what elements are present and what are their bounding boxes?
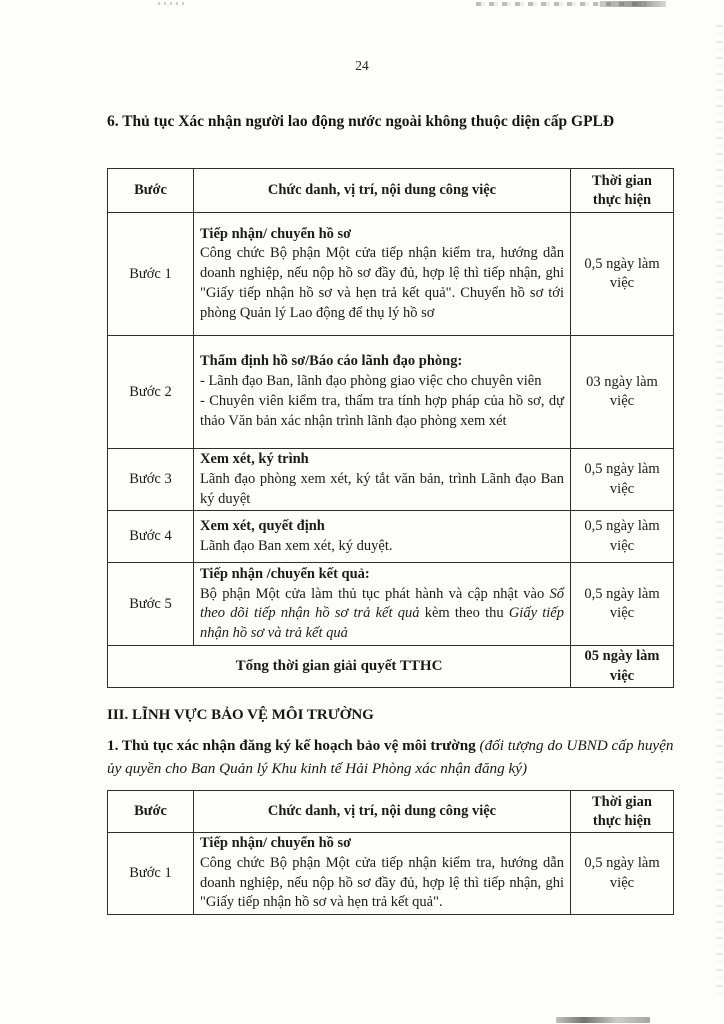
step-content (194, 833, 571, 915)
env-steps-table (107, 790, 674, 915)
table-row-step-4 (108, 511, 674, 563)
table-header-row (108, 169, 674, 213)
header-time: Thời gian thực hiện (571, 169, 674, 213)
step-label: Bước 4 (108, 511, 194, 563)
header-step: Bước (108, 791, 194, 833)
step-content (194, 511, 571, 563)
header-time: Thời gian thực hiện (571, 791, 674, 833)
step-time: 0,5 ngày làm việc (571, 511, 674, 563)
step-content-body: Công chức Bộ phận Một cửa tiếp nhận kiểm tra, hướng dẫn doanh nghiệp, nếu nộp hồ sơ đầy đủ, hợp lệ thì tiếp nhận, ghi "Giấy tiếp nhận hồ sơ và hẹn trả kết quả". Chuyển hồ sơ tới phòng Quản lý Lao động để thụ lý hồ sơ (200, 245, 564, 321)
step-content (194, 563, 571, 646)
header-content: Chức danh, vị trí, nội dung công việc (194, 791, 571, 833)
step-time: 03 ngày làm việc (571, 336, 674, 449)
step-time: 0,5 ngày làm việc (571, 449, 674, 511)
step-label: Bước 1 (108, 213, 194, 336)
step-content-title: Thẩm định hồ sơ/Báo cáo lãnh đạo phòng: (200, 353, 463, 370)
step-content (194, 336, 571, 449)
scan-artifact-top-dark (600, 1, 666, 7)
step-content-title: Tiếp nhận /chuyển kết quả: (200, 565, 370, 582)
page-number: 24 (355, 58, 369, 73)
labor-steps-table (107, 168, 674, 688)
table-header-row (108, 791, 674, 833)
table-row-step-1 (108, 833, 674, 915)
step-content-title: Tiếp nhận/ chuyển hồ sơ (200, 225, 352, 242)
scan-artifact-bottom-smudge (556, 1017, 650, 1023)
step-content (194, 449, 571, 511)
header-step: Bước (108, 169, 194, 213)
step-content-body: Lãnh đạo Ban xem xét, ký duyệt. (200, 537, 393, 554)
total-label: Tổng thời gian giải quyết TTHC (108, 646, 571, 688)
step-content-line1: - Lãnh đạo Ban, lãnh đạo phòng giao việc cho chuyên viên (200, 373, 542, 390)
table-row-step-1 (108, 213, 674, 336)
step-label: Bước 3 (108, 449, 194, 511)
table-row-step-2 (108, 336, 674, 449)
step-content-body: Công chức Bộ phận Một cửa tiếp nhận kiểm tra, hướng dẫn doanh nghiệp, nếu nộp hồ sơ đầy đủ, hợp lệ thì tiếp nhận, ghi "Giấy tiếp nhận hồ sơ và hẹn trả kết quả". (200, 854, 564, 911)
procedure-1-env-title-note: (đối tượng do UBND cấp huyện ủy quyền cho Ban Quản lý Khu kinh tế Hải Phòng xác nhận đăng ký) (107, 737, 674, 777)
step-label: Bước 2 (108, 336, 194, 449)
table-row-total (108, 646, 674, 688)
step-content-body (200, 585, 564, 644)
step-time: 0,5 ngày làm việc (571, 213, 674, 336)
procedure-6-title: 6. Thủ tục Xác nhận người lao động nước ngoài không thuộc diện cấp GPLĐ (107, 113, 615, 130)
step-time: 0,5 ngày làm việc (571, 563, 674, 646)
step-content-title: Xem xét, quyết định (200, 518, 325, 535)
procedure-1-env-title (107, 735, 685, 780)
step-content-title: Tiếp nhận/ chuyển hồ sơ (200, 835, 352, 851)
step-content (194, 213, 571, 336)
step-label: Bước 1 (108, 833, 194, 915)
step-label: Bước 5 (108, 563, 194, 646)
section-3-heading: III. LĨNH VỰC BẢO VỆ MÔI TRƯỜNG (107, 707, 374, 723)
scan-artifact-right-edge (716, 25, 723, 995)
step-content-body: Lãnh đạo phòng xem xét, ký tắt văn bản, trình Lãnh đạo Ban ký duyệt (200, 470, 564, 507)
header-content: Chức danh, vị trí, nội dung công việc (194, 169, 571, 213)
step-content-line2: - Chuyên viên kiểm tra, thẩm tra tính hợp pháp của hồ sơ, dự thảo Văn bản xác nhận trình lãnh đạo phòng xem xét (200, 393, 564, 429)
body-regular: kèm theo thu (419, 605, 509, 622)
table-row-step-3 (108, 449, 674, 511)
body-regular: Bộ phận Một cửa làm thủ tục phát hành và cập nhật vào (200, 585, 550, 602)
table-row-step-5 (108, 563, 674, 646)
scan-artifact-top-specks (158, 2, 188, 5)
step-content-title: Xem xét, ký trình (200, 451, 309, 467)
step-time: 0,5 ngày làm việc (571, 833, 674, 915)
total-time: 05 ngày làm việc (571, 646, 674, 688)
body-italic-receipt: Giấy tiếp nhận hồ sơ và trả kết quả (200, 605, 564, 642)
body-italic-register: Sổ theo dõi tiếp nhận hồ sơ trả kết quả (200, 585, 564, 622)
scan-artifact-top-streak (476, 2, 646, 6)
procedure-1-env-title-bold: 1. Thủ tục xác nhận đăng ký kế hoạch bảo vệ môi trường (107, 737, 480, 754)
